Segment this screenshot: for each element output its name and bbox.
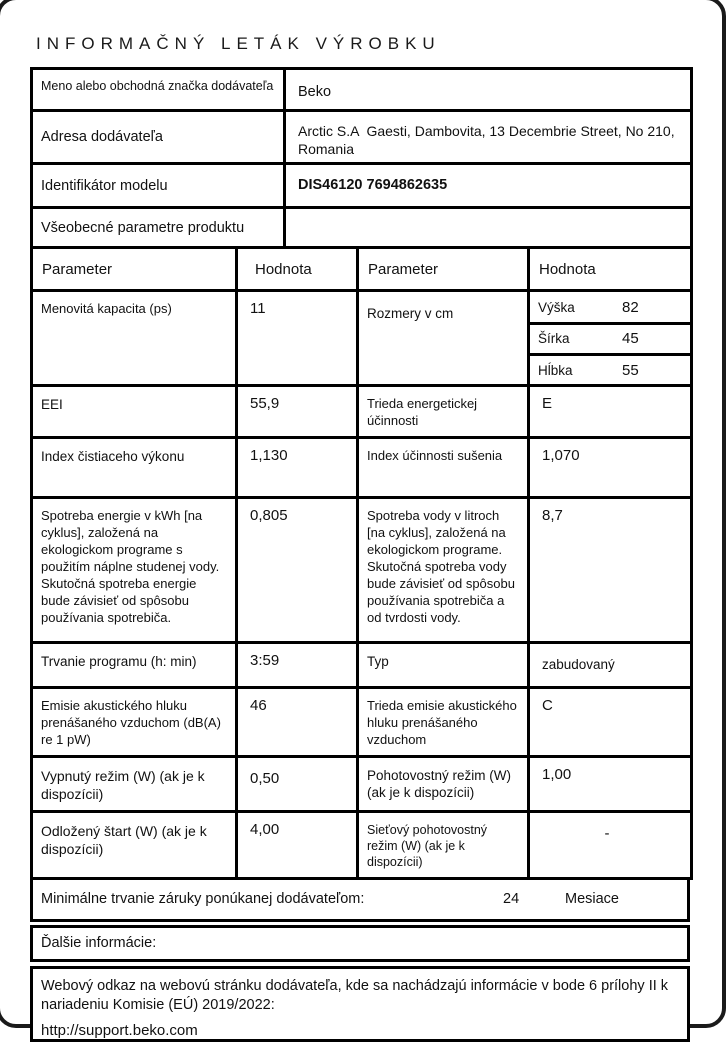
- weblink-row: [30, 966, 690, 1042]
- additional-info-row: [30, 925, 690, 962]
- warranty-label: Minimálne trvanie záruky ponúkanej dodávateľom:: [41, 891, 365, 908]
- header-hodnota-1: Hodnota: [237, 248, 358, 291]
- param-label: Pohotovostný režim (W) (ak je k dispozícii): [358, 756, 529, 811]
- warranty-value: 24: [503, 891, 520, 908]
- param-label: Index účinnosti sušenia: [358, 438, 529, 498]
- param-label: Rozmery v cm: [358, 291, 529, 386]
- table-header-row: [32, 248, 692, 291]
- weblink-text: Webový odkaz na webovú stránku dodávateľa, kde sa nachádzajú informácie v bode 6 prílohy II k nariadeniu Komisie (EÚ) 2019/2022:: [41, 977, 669, 1014]
- product-fiche: [30, 34, 690, 1042]
- param-label: Sieťový pohotovostný režim (W) (ak je k dispozícii): [358, 811, 529, 878]
- param-value: 1,00: [529, 756, 692, 811]
- general-params-value: [285, 208, 692, 248]
- param-value: 4,00: [237, 811, 358, 878]
- table-row-noise: [32, 688, 692, 757]
- param-label: Odložený štart (W) (ak je k dispozícii): [32, 811, 237, 878]
- supplier-address-value: Arctic S.A Gaesti, Dambovita, 13 Decembrie Street, No 210, Romania: [285, 111, 692, 164]
- table-row: [32, 164, 692, 208]
- model-id-label: Identifikátor modelu: [32, 164, 285, 208]
- supplier-website-link[interactable]: http://support.beko.com: [41, 1021, 198, 1039]
- param-value: C: [529, 688, 692, 757]
- supplier-name-label: Meno alebo obchodná značka dodávateľa: [32, 69, 285, 111]
- param-label: Menovitá kapacita (ps): [32, 291, 237, 386]
- dimension-row: [530, 354, 690, 384]
- dimension-label: Šírka: [538, 331, 570, 347]
- param-label: Index čistiaceho výkonu: [32, 438, 237, 498]
- dimensions-table: [530, 292, 690, 384]
- warranty-row: [30, 877, 690, 922]
- param-value: 0,805: [237, 498, 358, 643]
- param-label: Emisie akustického hluku prenášaného vzduchom (dB(A) re 1 pW): [32, 688, 237, 757]
- param-value: 3:59: [237, 643, 358, 688]
- param-value: -: [529, 811, 692, 878]
- param-value: 0,50: [237, 756, 358, 811]
- additional-info-label: Ďalšie informácie:: [41, 935, 157, 952]
- dimension-value: 55: [622, 361, 639, 379]
- param-value: 11: [237, 291, 358, 386]
- param-label: Spotreba vody v litroch [na cyklus], založená na ekologickom programe. Skutočná spotreba vody bude závisieť od spôsobu používania spotrebiča a od tvrdosti vody.: [358, 498, 529, 643]
- param-label: EEI: [32, 386, 237, 438]
- param-label: Spotreba energie v kWh [na cyklus], založená na ekologickom programe s použitím náplne studenej vody. Skutočná spotreba energie bude závisieť od spôsobu používania spotrebiča.: [32, 498, 237, 643]
- dimension-label: Hĺbka: [538, 362, 573, 378]
- table-row-delayed-start: [32, 811, 692, 878]
- dimension-value: 45: [622, 330, 639, 348]
- table-row: [32, 111, 692, 164]
- param-label: Vypnutý režim (W) (ak je k dispozícii): [32, 756, 237, 811]
- param-value: 8,7: [529, 498, 692, 643]
- header-parameter-1: Parameter: [32, 248, 237, 291]
- dimension-label: Výška: [538, 299, 575, 315]
- table-row-eei: [32, 386, 692, 438]
- model-id-value: DIS46120 7694862635: [285, 164, 692, 208]
- param-label: Trieda energetickej účinnosti: [358, 386, 529, 438]
- header-parameter-2: Parameter: [358, 248, 529, 291]
- supplier-address-label: Adresa dodávateľa: [32, 111, 285, 164]
- table-row-cleaning-index: [32, 438, 692, 498]
- dimensions-cell: [529, 291, 692, 386]
- param-value: 1,070: [529, 438, 692, 498]
- table-row: [32, 69, 692, 111]
- header-hodnota-2: Hodnota: [529, 248, 692, 291]
- warranty-unit: Mesiace: [565, 891, 619, 908]
- dimension-value: 82: [622, 298, 639, 316]
- parameters-table: [30, 246, 693, 879]
- param-value: 1,130: [237, 438, 358, 498]
- param-value: 55,9: [237, 386, 358, 438]
- table-row-capacity: [32, 291, 692, 386]
- table-row-energy-consumption: [32, 498, 692, 643]
- supplier-info-table: [30, 67, 693, 249]
- param-label: Trieda emisie akustického hluku prenášaného vzduchom: [358, 688, 529, 757]
- table-row-duration: [32, 643, 692, 688]
- supplier-name-value: Beko: [285, 69, 692, 111]
- dimension-row: [530, 292, 690, 323]
- param-value: zabudovaný: [529, 643, 692, 688]
- param-value: 46: [237, 688, 358, 757]
- param-label: Typ: [358, 643, 529, 688]
- page-title: INFORMAČNÝ LETÁK VÝROBKU: [36, 34, 441, 53]
- table-row-off-mode: [32, 756, 692, 811]
- param-label: Trvanie programu (h: min): [32, 643, 237, 688]
- table-row: [32, 208, 692, 248]
- param-value: E: [529, 386, 692, 438]
- dimension-row: [530, 323, 690, 354]
- general-params-label: Všeobecné parametre produktu: [32, 208, 285, 248]
